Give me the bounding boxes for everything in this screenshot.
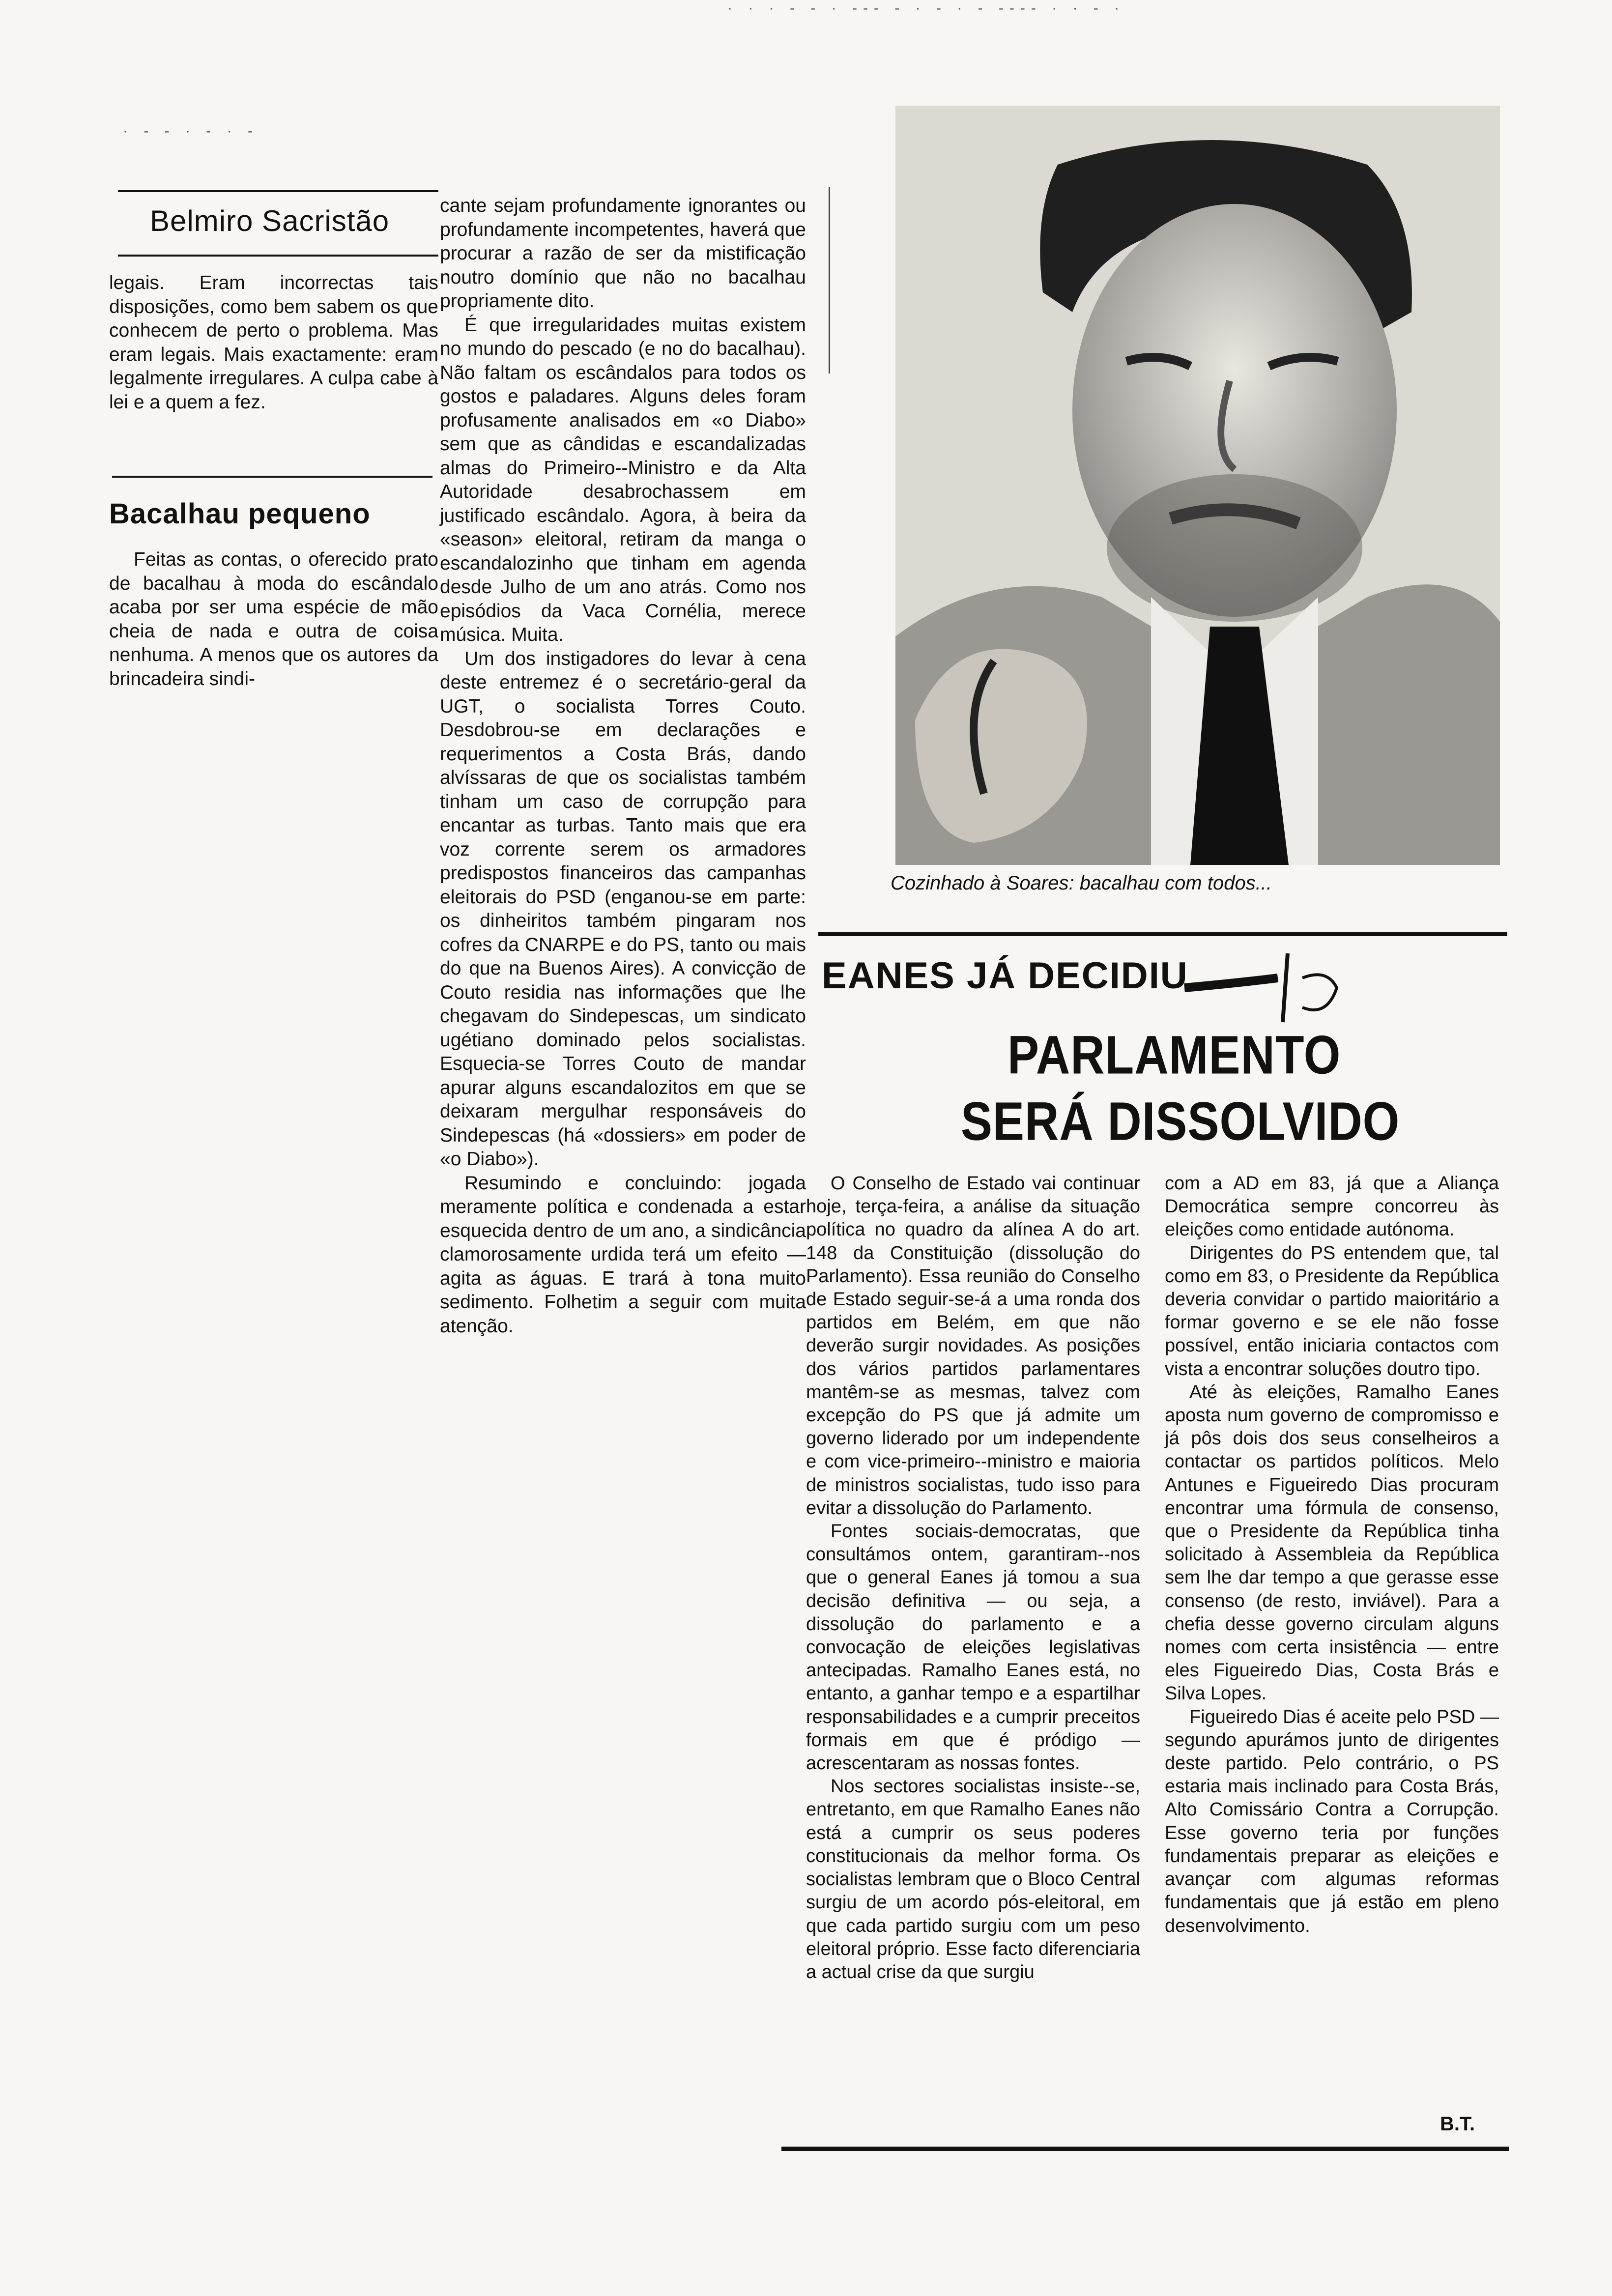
author-bottom-rule — [118, 255, 438, 257]
right-colB-paragraph-1: com a AD em 83, já que a Aliança Democrática sempre concorreu às eleições como entidade autónoma. — [1165, 1173, 1499, 1240]
kicker-headline: EANES JÁ DECIDIU — [822, 955, 1188, 997]
bottom-rule — [781, 2147, 1509, 2151]
headline-line-2: SERÁ DISSOLVIDO — [961, 1091, 1400, 1152]
scribble-mark — [1180, 948, 1356, 1027]
left-col1-text2 — [109, 548, 438, 691]
left-col1-paragraph: legais. Eram incorrectas tais disposições, como bem sabem os que conhecem de perto o problema. Mas eram legais. Mais exactamente: eram legalmente irregulares. A culpa cabe à lei e a quem a fez. — [109, 272, 438, 413]
right-colA-paragraph-3: Nos sectores socialistas insiste--se, entretanto, em que Ramalho Eanes não está a cumprir os seus poderes constitucionais da melhor forma. Os socialistas lembram que o Bloco Central surgiu de um acordo pós-eleitoral, em que cada partido surgiu com um peso eleitoral próprio. Esse facto diferenciaria a actual crise da que surgiu — [806, 1776, 1140, 1982]
scan-specks-top: · · · ‐ ‐ · ‐‐‐ ‐ · ‐ · ‐ ‐‐‐‐ · · ‐ · — [727, 0, 1125, 16]
left-col2-paragraph-1: cante sejam profundamente ignorantes ou profundamente incompetentes, haverá que procurar a razão de ser da mistificação noutro domínio que não no bacalhau propriamente dito. — [440, 195, 806, 312]
section-subhead: Bacalhau pequeno — [109, 498, 371, 530]
photo-soares — [895, 106, 1500, 865]
photo-illustration — [895, 106, 1500, 865]
author-top-rule — [118, 190, 438, 192]
left-col2-text — [440, 194, 806, 1338]
headline-line-1: PARLAMENTO — [1008, 1025, 1341, 1086]
column-separator — [829, 187, 830, 373]
photo-caption: Cozinhado à Soares: bacalhau com todos... — [891, 872, 1272, 894]
left-col1-paragraph-2: Feitas as contas, o oferecido prato de bacalhau à moda do escândalo acaba por ser uma espécie de mão cheia de nada e outra de coisa nenhuma. A menos que os autores da brincadeira sindi- — [109, 549, 438, 689]
scan-specks-left: · ‐ ‐ · ‐ · ‐ — [123, 123, 259, 139]
left-col2-paragraph-3: Um dos instigadores do levar à cena deste entremez é o secretário-geral da UGT, o socialista Torres Couto. Desdobrou-se em declarações e requerimentos a Costa Brás, dando alvíssaras de que os socialistas também tinham um caso de corrupção para encantar as turbas. Tanto mais que era voz corrente serem os armadores predispostos financeiros das campanhas eleitorais do PSD (enganou-se em parte: os dinheiritos também pingaram nos cofres da CNARPE e do PS, tanto ou mais do que na Buenos Aires). A convicção de Couto residia nas informações que lhe chegavam do Sindepescas, um sindicato ugétiano dominado pelos socialistas. Esquecia-se Torres Couto de mandar apurar alguns escandalozitos em que se deixaram mergulhar responsáveis do Sindepescas (há «dossiers» em poder de «o Diabo»). — [440, 648, 806, 1170]
right-colA-text — [806, 1172, 1140, 1984]
left-col2-paragraph-2: É que irregularidades muitas existem no mundo do pescado (e no do bacalhau). Não faltam os escândalos para todos os gostos e paladares. Alguns deles foram profusamente analisados em «o Diabo» sem que as cândidas e escandalizadas almas do Primeiro--Ministro e da Alta Autoridade desabrochassem em justificado escândalo. Agora, à beira da «season» eleitoral, retiram da manga o escandalozinho que tinham em agenda desde Julho de um ano atrás. Como nos episódios da Vaca Cornélia, merece música. Muita. — [440, 314, 806, 645]
right-colA-paragraph-1: O Conselho de Estado vai continuar hoje, terça-feira, a análise da situação política no quadro da alínea A do art. 148 da Constituição (dissolução do Parlamento). Essa reunião do Conselho de Estado seguir-se-á a uma ronda dos partidos em Belém, em que não deverão surgir novidades. As posições dos vários partidos parlamentares mantêm-se as mesmas, talvez com excepção do PS que já admite um governo liderado por um independente e com vice-primeiro--ministro e maioria de ministros socialistas, tudo isso para evitar a dissolução do Parlamento. — [806, 1173, 1140, 1519]
headline-top-rule — [818, 932, 1507, 936]
right-colA-paragraph-2: Fontes sociais-democratas, que consultámos ontem, garantiram--nos que o general Eanes já tomou a sua decisão definitiva — ou seja, a dissolução do parlamento e a convocação de eleições legislativas antecipadas. Ramalho Eanes está, no entanto, a ganhar tempo e a espartilhar responsabilidades e a cumprir preceitos formais em que é pródigo — acrescentaram as nossas fontes. — [806, 1521, 1140, 1774]
right-colB-paragraph-3: Até às eleições, Ramalho Eanes aposta num governo de compromisso e já pôs dois dos seus conselheiros a contactar os partidos políticos. Melo Antunes e Figueiredo Dias procuram encontrar uma fórmula de consenso, que o Presidente da República tinha solicitado à Assembleia da República sem lhe dar tempo a que gerasse esse consenso (de resto, inviável). Para a chefia desse governo circulam alguns nomes com certa insistência — entre eles Figueiredo Dias, Costa Brás e Silva Lopes. — [1165, 1381, 1499, 1704]
left-col1-text — [109, 271, 438, 414]
right-colB-text — [1165, 1172, 1499, 1938]
right-colB-paragraph-2: Dirigentes do PS entendem que, tal como em 83, o Presidente da República deveria convidar o partido maioritário a formar governo e se ele não fosse possível, então iniciaria contactos com vista a encontrar soluções doutro tipo. — [1165, 1242, 1499, 1379]
right-colB-paragraph-4: Figueiredo Dias é aceite pelo PSD — segundo apurámos junto de dirigentes deste partido. Pelo contrário, o PS estaria mais inclinado para Costa Brás, Alto Comissário Contra a Corrupção. Esse governo teria por funções fundamentais preparar as eleições e avançar com algumas reformas fundamentais que já estão em pleno desenvolvimento. — [1165, 1706, 1499, 1936]
author-name: Belmiro Sacristão — [150, 204, 390, 237]
subhead-rule — [112, 476, 432, 478]
left-col2-paragraph-4: Resumindo e concluindo: jogada meramente política e condenada a estar esquecida dentro de um ano, a sindicância clamorosamente urdida terá um efeito — agita as águas. E trará à tona muito sedimento. Folhetim a seguir com muita atenção. — [440, 1172, 806, 1337]
author-signature: B.T. — [1440, 2113, 1475, 2135]
